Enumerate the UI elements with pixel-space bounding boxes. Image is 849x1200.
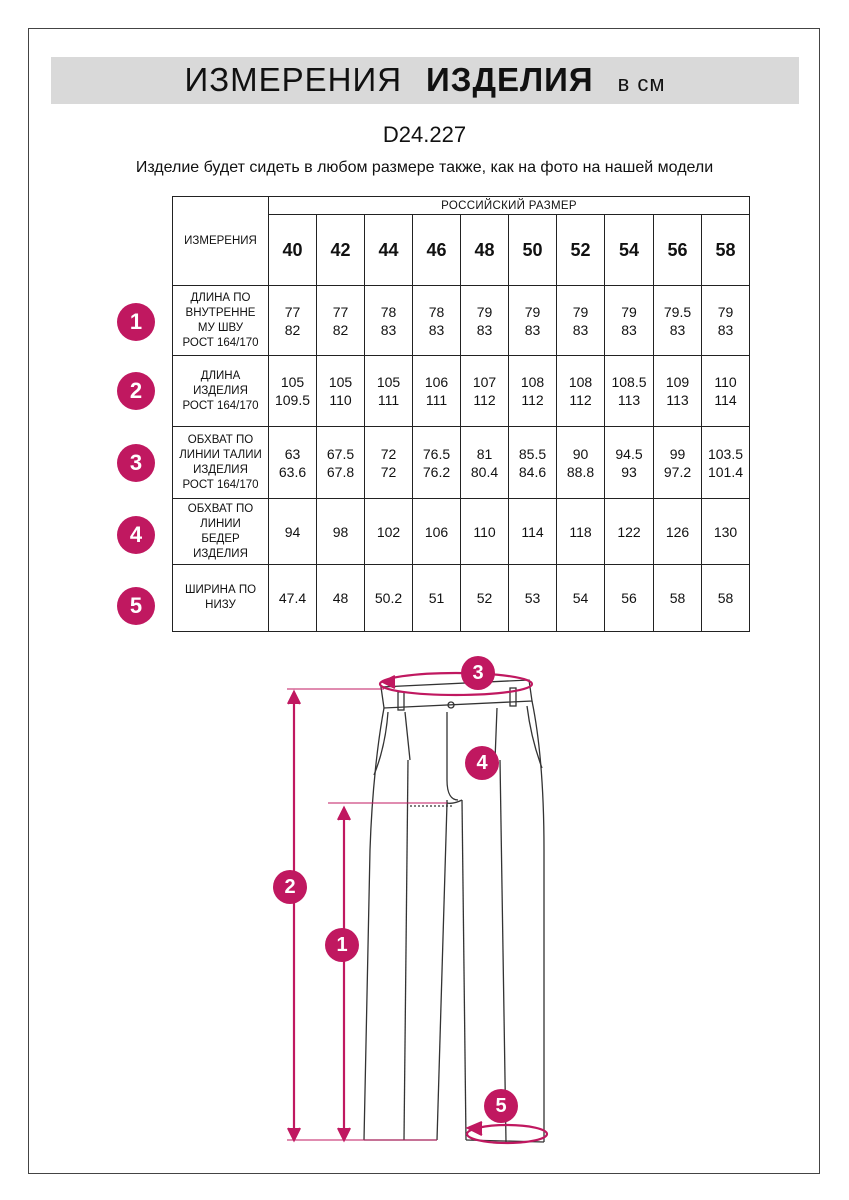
row-badge-4: 4 (117, 516, 155, 554)
diagram-badge-3: 3 (461, 656, 495, 690)
size-header-cell: 56 (654, 215, 702, 286)
value-line: 52 (476, 590, 493, 606)
value-line: 83 (717, 321, 734, 338)
value-line: 79 (621, 303, 637, 320)
value-line: 108 (568, 374, 593, 390)
row-badge-2: 2 (117, 372, 155, 410)
value-line: 54 (572, 590, 589, 606)
measurement-label-line: РОСТ 164/170 (182, 336, 259, 349)
value-line: 83 (669, 321, 686, 338)
row-badge-1: 1 (117, 303, 155, 341)
measurement-label-line: ЛИНИИ (200, 517, 241, 530)
trousers-outline (364, 680, 544, 1142)
diagram-badge-4: 4 (465, 746, 499, 780)
value-line: 78 (428, 303, 445, 320)
value-line: 48 (332, 590, 349, 606)
value-line: 76.5 (422, 445, 451, 462)
value-line: 79.5 (663, 303, 692, 320)
value-line: 80.4 (470, 463, 499, 480)
value-line: 83 (524, 321, 541, 338)
measurement-label-line: РОСТ 164/170 (182, 399, 259, 412)
value-line: 67.8 (326, 463, 355, 480)
value-line: 99 (669, 445, 686, 462)
row-badge-5: 5 (117, 587, 155, 625)
value-line: 113 (666, 392, 689, 408)
value-line: 113 (617, 392, 641, 408)
value-line: 79 (524, 303, 541, 320)
value-line: 63 (284, 445, 301, 462)
value-line: 111 (377, 392, 400, 408)
value-line: 84.6 (518, 463, 547, 480)
value-line: 106 (424, 374, 449, 390)
size-group-header: РОССИЙСКИЙ РАЗМЕР (269, 197, 750, 215)
value-line: 53 (524, 590, 541, 606)
value-line: 109 (665, 374, 690, 390)
value-line: 58 (669, 590, 686, 606)
value-line: 85.5 (518, 445, 547, 462)
value-line: 105 (328, 374, 353, 390)
value-line: 109.5 (274, 392, 311, 408)
measurement-label-line: ОБХВАТ ПО (187, 433, 254, 446)
subtitle: Изделие будет сидеть в любом размере также, как на фото на нашей модели (135, 159, 714, 176)
value-line: 50.2 (374, 590, 403, 606)
measurements-header: ИЗМЕРЕНИЯ (173, 197, 269, 286)
value-line: 114 (714, 392, 737, 408)
value-line: 110 (714, 374, 737, 390)
measurement-label-line: ШИРИНА ПО (184, 584, 257, 596)
value-line: 94.5 (615, 445, 643, 462)
value-line: 111 (425, 392, 448, 408)
value-line: 106 (424, 523, 449, 540)
measurement-label-line: МУ ШВУ (197, 321, 244, 334)
measurement-label-line: ИЗДЕЛИЯ (193, 547, 248, 560)
value-line: 82 (284, 321, 301, 338)
value-line: 107 (472, 374, 497, 390)
value-line: 90 (572, 445, 589, 462)
value-line: 118 (569, 523, 592, 540)
value-line: 112 (569, 392, 592, 408)
size-header-cell: 42 (317, 215, 365, 286)
title-part1: ИЗМЕРЕНИЯ (184, 61, 403, 98)
value-line: 102 (376, 523, 401, 540)
value-line: 130 (713, 523, 738, 540)
value-line: 108 (520, 374, 545, 390)
size-header-cell: 44 (365, 215, 413, 286)
value-line: 78 (380, 303, 397, 320)
title-part3: в см (617, 71, 666, 96)
measurement-label-line: БЕДЕР (201, 532, 240, 545)
size-header-cell: 58 (702, 215, 750, 286)
measurement-label-line: ВНУТРЕННЕ (185, 306, 256, 319)
value-line: 83 (428, 321, 445, 338)
value-line: 114 (521, 523, 544, 540)
product-code: D24.227 (382, 122, 467, 147)
measurement-label-line: ОБХВАТ ПО (187, 502, 254, 515)
row-badge-3: 3 (117, 444, 155, 482)
diagram-badge-1: 1 (325, 928, 359, 962)
value-line: 110 (473, 523, 496, 540)
size-header-cell: 50 (509, 215, 557, 286)
measurement-label-line: ЛИНИИ ТАЛИИ (179, 448, 262, 461)
value-line: 83 (621, 321, 637, 338)
value-line: 122 (617, 523, 641, 540)
measurement-label-line: ИЗДЕЛИЯ (193, 463, 248, 476)
value-line: 47.4 (278, 590, 307, 606)
size-header-cell: 52 (557, 215, 605, 286)
size-header-cell: 46 (413, 215, 461, 286)
value-line: 112 (521, 392, 544, 408)
size-header-cell: 54 (605, 215, 654, 286)
value-line: 77 (332, 303, 349, 320)
value-line: 98 (332, 523, 349, 540)
value-line: 63.6 (278, 463, 307, 480)
value-line: 108.5 (611, 374, 647, 390)
value-line: 81 (476, 445, 493, 462)
measurement-lines (287, 673, 547, 1143)
value-line: 103.5 (707, 445, 744, 462)
value-line: 82 (332, 321, 349, 338)
diagram-badge-2: 2 (273, 870, 307, 904)
value-line: 79 (476, 303, 493, 320)
diagram-badge-5: 5 (484, 1089, 518, 1123)
value-line: 97.2 (663, 463, 692, 480)
value-line: 88.8 (566, 463, 595, 480)
measurement-label-line: ДЛИНА (200, 369, 241, 382)
value-line: 77 (284, 303, 301, 320)
value-line: 51 (428, 590, 445, 606)
value-line: 83 (476, 321, 493, 338)
value-line: 105 (376, 374, 401, 390)
value-line: 101.4 (707, 463, 744, 480)
value-line: 126 (665, 523, 690, 540)
value-line: 72 (380, 445, 397, 462)
value-line: 67.5 (326, 445, 355, 462)
measurement-label-line: ДЛИНА ПО (190, 291, 251, 304)
value-line: 93 (621, 463, 637, 480)
measurement-label-line: РОСТ 164/170 (182, 478, 259, 491)
value-line: 83 (380, 321, 397, 338)
value-line: 79 (572, 303, 589, 320)
value-line: 56 (621, 590, 637, 606)
measurement-label-line: ИЗДЕЛИЯ (193, 384, 248, 397)
value-line: 72 (380, 463, 397, 480)
size-header-cell: 48 (461, 215, 509, 286)
value-line: 58 (717, 590, 734, 606)
size-header-cell: 40 (269, 215, 317, 286)
value-line: 110 (329, 392, 352, 408)
measurement-label-line: НИЗУ (205, 599, 236, 611)
value-line: 79 (717, 303, 734, 320)
value-line: 83 (572, 321, 589, 338)
value-line: 105 (280, 374, 305, 390)
value-line: 112 (473, 392, 496, 408)
value-line: 76.2 (422, 463, 451, 480)
value-line: 94 (284, 523, 301, 540)
title-part2: ИЗДЕЛИЯ (426, 61, 594, 98)
